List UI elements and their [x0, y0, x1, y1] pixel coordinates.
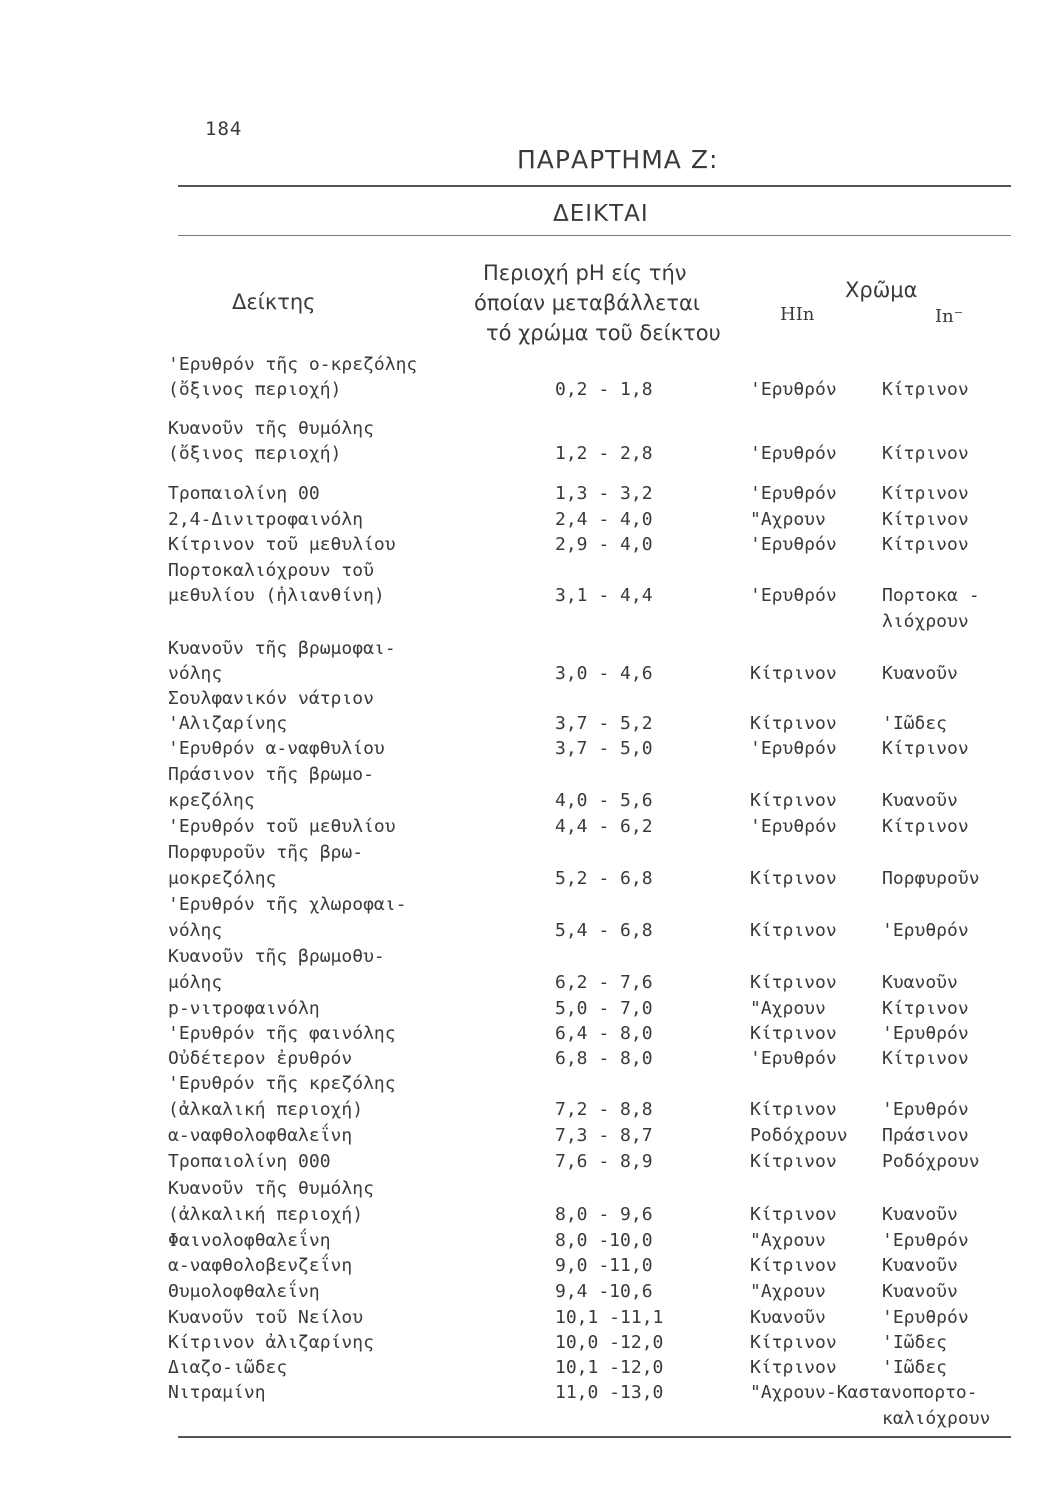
header-indicator: Δείκτης	[232, 290, 316, 314]
ph-range: 6,4 - 8,0	[555, 1023, 653, 1044]
color-in-minus: 'Ερυθρόν	[882, 1230, 969, 1251]
indicator-name: Κυανοῦν τοῦ Νείλου	[168, 1307, 364, 1328]
ph-range: 5,2 - 6,8	[555, 868, 653, 889]
color-in-minus: 'Ερυθρόν	[882, 1307, 969, 1328]
indicator-name: Κυανοῦν τῆς βρωμοφαι-	[168, 638, 396, 659]
color-hin: Κίτρινον	[750, 920, 837, 941]
indicator-name: (ὄξινος περιοχή)	[168, 443, 342, 464]
color-hin: 'Ερυθρόν	[750, 379, 837, 400]
color-in-minus: Ροδόχρουν	[882, 1151, 980, 1172]
color-in-minus: Κίτρινον	[882, 998, 969, 1019]
ph-range: 1,2 - 2,8	[555, 443, 653, 464]
color-hin: Κίτρινον	[750, 1255, 837, 1276]
section-title: ΔΕΙΚΤΑΙ	[553, 201, 649, 227]
color-hin: Κίτρινον	[750, 1099, 837, 1120]
color-in-minus: Κίτρινον	[882, 534, 969, 555]
ph-range: 10,0 -12,0	[555, 1332, 664, 1353]
indicator-name: Κυανοῦν τῆς θυμόλης	[168, 1178, 374, 1199]
color-hin: "Αχρουν	[750, 1281, 826, 1302]
color-hin: 'Ερυθρόν	[750, 738, 837, 759]
color-hin: Ροδόχρουν	[750, 1125, 848, 1146]
color-hin: Κίτρινον	[750, 1332, 837, 1353]
indicator-name: Οὐδέτερον ἐρυθρόν	[168, 1048, 353, 1069]
indicator-name: μόλης	[168, 972, 223, 993]
indicator-name: νόλης	[168, 920, 223, 941]
ph-range: 0,2 - 1,8	[555, 379, 653, 400]
indicator-name: Φαινολοφθαλεΐνη	[168, 1230, 331, 1251]
indicator-name: Πορφυροῦν τῆς βρω-	[168, 842, 364, 863]
ph-range: 6,2 - 7,6	[555, 972, 653, 993]
ph-range: 2,9 - 4,0	[555, 534, 653, 555]
color-hin: Κίτρινον	[750, 1151, 837, 1172]
header-range-line3: τό χρώμα τοῦ δείκτου	[486, 321, 721, 345]
ph-range: 10,1 -12,0	[555, 1357, 664, 1378]
indicator-name: Νιτραμίνη	[168, 1382, 266, 1403]
indicator-name: α-ναφθολοφθαλεΐνη	[168, 1125, 353, 1146]
color-hin: "Αχρουν	[750, 509, 826, 530]
indicator-name: Τροπαιολίνη 00	[168, 483, 320, 504]
ph-range: 4,0 - 5,6	[555, 790, 653, 811]
indicator-name: Θυμολοφθαλεΐνη	[168, 1281, 320, 1302]
color-hin: Κίτρινον	[750, 1204, 837, 1225]
ph-range: 7,2 - 8,8	[555, 1099, 653, 1120]
ph-range: 5,4 - 6,8	[555, 920, 653, 941]
color-hin: Κίτρινον	[750, 1023, 837, 1044]
header-color: Χρῶμα	[845, 278, 918, 302]
color-in-minus: Κίτρινον	[882, 816, 969, 837]
color-in-minus: Κίτρινον	[882, 379, 969, 400]
appendix-title: ΠΑΡΑΡΤΗΜΑ Ζ:	[517, 145, 719, 174]
ph-range: 8,0 -10,0	[555, 1230, 653, 1251]
ph-range: 8,0 - 9,6	[555, 1204, 653, 1225]
color-in-minus: Πορφυροῦν	[882, 868, 980, 889]
header-range-line1: Περιοχή pH είς τήν	[483, 261, 687, 285]
color-in-minus: Κίτρινον	[882, 1048, 969, 1069]
section-rule	[178, 235, 1011, 236]
ph-range: 7,3 - 8,7	[555, 1125, 653, 1146]
color-hin: Κίτρινον	[750, 663, 837, 684]
indicator-name: κρεζόλης	[168, 790, 255, 811]
color-in-minus: Πορτοκα -	[882, 585, 980, 606]
ph-range: 3,7 - 5,2	[555, 713, 653, 734]
color-in-minus: Κίτρινον	[882, 738, 969, 759]
ph-range: 9,4 -10,6	[555, 1281, 653, 1302]
color-in-minus: Κίτρινον	[882, 509, 969, 530]
color-in-minus: Κίτρινον	[882, 443, 969, 464]
indicator-name: Κίτρινον ἀλιζαρίνης	[168, 1332, 374, 1353]
indicator-name: 'Ερυθρόν α-ναφθυλίου	[168, 738, 385, 759]
indicator-name: Πράσινον τῆς βρωμο-	[168, 764, 374, 785]
indicator-name: α-ναφθολοβενζεΐνη	[168, 1255, 353, 1276]
header-range-line2: όποίαν μεταβάλλεται	[474, 291, 700, 315]
indicator-name: (ἀλκαλική περιοχή)	[168, 1099, 364, 1120]
indicator-name: μοκρεζόλης	[168, 868, 277, 889]
indicator-name: 'Ερυθρόν τῆς χλωροφαι-	[168, 894, 407, 915]
ph-range: 9,0 -11,0	[555, 1255, 653, 1276]
ph-range: 5,0 - 7,0	[555, 998, 653, 1019]
indicator-name: 'Ερυθρόν τῆς φαινόλης	[168, 1023, 396, 1044]
color-hin: "Αχρουν-Καστανοπορτο-	[750, 1382, 978, 1403]
header-in-minus: In⁻	[935, 306, 964, 327]
indicator-name: 'Αλιζαρίνης	[168, 713, 288, 734]
indicator-name: 2,4-Δινιτροφαινόλη	[168, 509, 364, 530]
color-hin: Κίτρινον	[750, 868, 837, 889]
color-hin: "Αχρουν	[750, 998, 826, 1019]
color-hin: "Αχρουν	[750, 1230, 826, 1251]
color-hin: 'Ερυθρόν	[750, 534, 837, 555]
page-number: 184	[205, 118, 243, 140]
color-in-minus: Κυανοῦν	[882, 1255, 958, 1276]
color-hin: Κίτρινον	[750, 972, 837, 993]
color-hin: 'Ερυθρόν	[750, 443, 837, 464]
indicator-name: Πορτοκαλιόχρουν τοῦ	[168, 560, 374, 581]
color-in-minus: Κυανοῦν	[882, 790, 958, 811]
indicator-name: Κίτρινον τοῦ μεθυλίου	[168, 534, 396, 555]
top-rule	[178, 185, 1011, 187]
color-in-minus: Κυανοῦν	[882, 663, 958, 684]
indicator-name: p-νιτροφαινόλη	[168, 998, 320, 1019]
ph-range: 11,0 -13,0	[555, 1382, 664, 1403]
ph-range: 4,4 - 6,2	[555, 816, 653, 837]
indicator-name: Διαζο-ιῶδες	[168, 1357, 288, 1378]
color-in-minus: Κυανοῦν	[882, 1204, 958, 1225]
color-in-minus: Πράσινον	[882, 1125, 969, 1146]
indicator-name: (ἀλκαλική περιοχή)	[168, 1204, 364, 1225]
indicator-name: (ὄξινος περιοχή)	[168, 379, 342, 400]
ph-range: 10,1 -11,1	[555, 1307, 664, 1328]
ph-range: 3,7 - 5,0	[555, 738, 653, 759]
ph-range: 2,4 - 4,0	[555, 509, 653, 530]
indicator-name: 'Ερυθρόν τῆς κρεζόλης	[168, 1073, 396, 1094]
ph-range: 7,6 - 8,9	[555, 1151, 653, 1172]
color-in-minus: καλιόχρουν	[882, 1408, 991, 1429]
indicator-name: Κυανοῦν τῆς θυμόλης	[168, 418, 374, 439]
color-hin: Κίτρινον	[750, 713, 837, 734]
color-hin: Κυανοῦν	[750, 1307, 826, 1328]
indicator-name: Κυανοῦν τῆς βρωμοθυ-	[168, 946, 385, 967]
indicator-name: Σουλφανικόν νάτριον	[168, 688, 374, 709]
color-in-minus: 'Ιῶδες	[882, 1332, 948, 1353]
ph-range: 3,0 - 4,6	[555, 663, 653, 684]
color-in-minus: 'Ερυθρόν	[882, 1099, 969, 1120]
color-hin: 'Ερυθρόν	[750, 816, 837, 837]
color-hin: Κίτρινον	[750, 790, 837, 811]
color-hin: 'Ερυθρόν	[750, 483, 837, 504]
color-hin: Κίτρινον	[750, 1357, 837, 1378]
ph-range: 1,3 - 3,2	[555, 483, 653, 504]
color-in-minus: 'Ιῶδες	[882, 1357, 948, 1378]
indicator-name: μεθυλίου (ἡλιανθίνη)	[168, 585, 385, 606]
bottom-rule	[178, 1436, 1011, 1438]
color-hin: 'Ερυθρόν	[750, 585, 837, 606]
indicator-name: 'Ερυθρόν τοῦ μεθυλίου	[168, 816, 396, 837]
color-in-minus: λιόχρουν	[882, 611, 969, 632]
indicator-name: 'Ερυθρόν τῆς ο-κρεζόλης	[168, 354, 418, 375]
ph-range: 6,8 - 8,0	[555, 1048, 653, 1069]
color-hin: 'Ερυθρόν	[750, 1048, 837, 1069]
ph-range: 3,1 - 4,4	[555, 585, 653, 606]
color-in-minus: 'Ερυθρόν	[882, 920, 969, 941]
color-in-minus: Κίτρινον	[882, 483, 969, 504]
header-hin: HIn	[780, 304, 815, 325]
color-in-minus: Κυανοῦν	[882, 1281, 958, 1302]
indicator-name: νόλης	[168, 663, 223, 684]
indicator-name: Τροπαιολίνη 000	[168, 1151, 331, 1172]
color-in-minus: Κυανοῦν	[882, 972, 958, 993]
color-in-minus: 'Ερυθρόν	[882, 1023, 969, 1044]
color-in-minus: 'Ιῶδες	[882, 713, 948, 734]
